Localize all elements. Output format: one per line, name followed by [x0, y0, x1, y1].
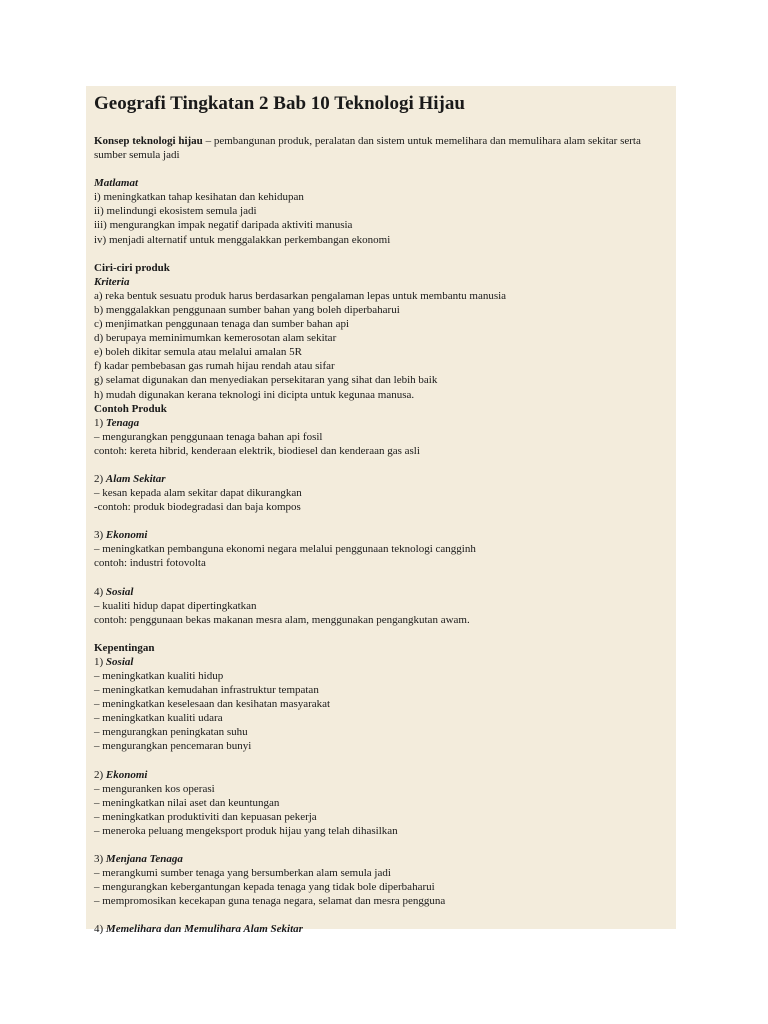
kepentingan-group-menjana-tenaga [94, 852, 668, 908]
list-item: – menguranken kos operasi [94, 782, 215, 795]
group-title: Sosial [105, 655, 134, 668]
list-item: contoh: penggunaan bekas makanan mesra alam, menggunakan pengangkutan awam. [94, 613, 470, 626]
list-item: – meningkatkan pembanguna ekonomi negara melalui penggunaan teknologi cangginh [94, 543, 476, 556]
matlamat-heading: Matlamat [94, 177, 139, 190]
group-number: 2) [94, 768, 106, 781]
kepentingan-group-sosial [94, 655, 668, 754]
kepentingan-group-memelihara [94, 922, 668, 936]
list-item: a) reka bentuk sesuatu produk harus berdasarkan pengalaman lepas untuk membantu manusia [94, 289, 507, 302]
list-item: g) selamat digunakan dan menyediakan persekitaran yang sihat dan lebih baik [94, 374, 438, 387]
group-number: 1) [94, 416, 106, 429]
list-item: e) boleh dikitar semula atau melalui amalan 5R [94, 346, 303, 359]
group-title: Tenaga [105, 416, 140, 429]
konsep-definition: – pembangunan produk, peralatan dan sistem untuk memelihara dan memulihara alam sekitar serta sumber semula jadi [94, 135, 641, 162]
list-item: – meningkatkan keselesaan dan kesihatan masyarakat [94, 698, 331, 711]
list-item: – kualiti hidup dapat dipertingkatkan [94, 599, 257, 612]
list-item: – meningkatkan kualiti udara [94, 712, 223, 725]
list-item: – meningkatkan kemudahan infrastruktur tempatan [94, 684, 319, 697]
list-item: – meningkatkan nilai aset dan keuntungan [94, 796, 280, 809]
group-number: 4) [94, 923, 106, 936]
group-title: Memelihara dan Memulihara Alam Sekitar [105, 923, 303, 936]
list-item: iv) menjadi alternatif untuk menggalakkan perkembangan ekonomi [94, 233, 391, 246]
list-item: contoh: kereta hibrid, kenderaan elektrik, biodiesel dan kenderaan gas asli [94, 444, 420, 457]
matlamat-list [94, 190, 668, 246]
group-title: Ekonomi [105, 529, 148, 542]
list-item: – meningkatkan produktiviti dan kepuasan pekerja [94, 810, 317, 823]
list-item: – merangkumi sumber tenaga yang bersumberkan alam semula jadi [94, 867, 391, 880]
list-item: f) kadar pembebasan gas rumah hijau rendah atau sifar [94, 360, 335, 373]
kepentingan-group-ekonomi [94, 768, 668, 838]
group-number: 2) [94, 472, 106, 485]
group-title: Menjana Tenaga [105, 853, 183, 866]
group-title: Ekonomi [105, 768, 148, 781]
group-number: 1) [94, 655, 106, 668]
list-item: contoh: industri fotovolta [94, 557, 206, 570]
contoh-heading: Contoh Produk [94, 402, 167, 415]
contoh-group-tenaga [94, 416, 668, 458]
list-item: – meneroka peluang mengeksport produk hijau yang telah dihasilkan [94, 824, 398, 837]
list-item: b) menggalakkan penggunaan sumber bahan yang boleh diperbaharui [94, 303, 400, 316]
kepentingan-heading: Kepentingan [94, 641, 155, 654]
list-item: – mempromosikan kecekapan guna tenaga negara, selamat dan mesra pengguna [94, 895, 446, 908]
group-title: Sosial [105, 585, 134, 598]
contoh-group-ekonomi [94, 528, 668, 570]
konsep-term: Konsep teknologi hijau [94, 135, 203, 147]
list-item: ii) melindungi ekosistem semula jadi [94, 205, 257, 218]
group-number: 3) [94, 853, 106, 866]
list-item: – mengurangkan peningkatan suhu [94, 726, 248, 739]
list-item: d) berupaya meminimumkan kemerosotan alam sekitar [94, 332, 337, 345]
list-item: -contoh: produk biodegradasi dan baja kompos [94, 501, 301, 514]
page-title: Geografi Tingkatan 2 Bab 10 Teknologi Hijau [94, 93, 465, 114]
kriteria-list [94, 289, 668, 402]
list-item: – meningkatkan kualiti hidup [94, 670, 224, 682]
list-item: – mengurangkan penggunaan tenaga bahan api fosil [94, 430, 323, 443]
konsep-paragraph [94, 134, 668, 162]
document-page [86, 86, 676, 936]
list-item: h) mudah digunakan kerana teknologi ini dicipta untuk kegunaa manusa. [94, 388, 415, 401]
list-item: i) meningkatkan tahap kesihatan dan kehidupan [94, 191, 304, 204]
contoh-group-sosial [94, 585, 668, 627]
group-title: Alam Sekitar [105, 472, 166, 485]
list-item: c) menjimatkan penggunaan tenaga dan sumber bahan api [94, 318, 350, 331]
group-number: 4) [94, 585, 106, 598]
group-number: 3) [94, 529, 106, 542]
list-item: – kesan kepada alam sekitar dapat dikurangkan [94, 487, 302, 500]
list-item: – mengurangkan pencemaran bunyi [94, 740, 252, 753]
kriteria-heading: Kriteria [94, 275, 130, 288]
contoh-group-alam-sekitar [94, 472, 668, 514]
ciri-heading: Ciri-ciri produk [94, 261, 170, 274]
list-item: iii) mengurangkan impak negatif daripada aktiviti manusia [94, 219, 353, 232]
list-item: – mengurangkan kebergantungan kepada tenaga yang tidak bole diperbaharui [94, 881, 435, 894]
